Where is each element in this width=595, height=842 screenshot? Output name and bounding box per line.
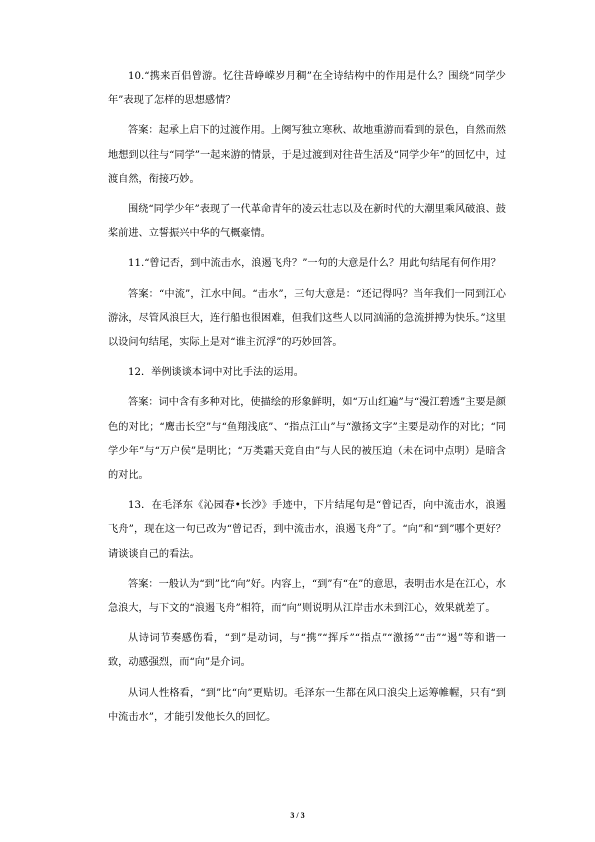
question-13: 13．在毛泽东《沁园春•长沙》手迹中，下片结尾句是“曾记否，向中流击水，浪遏飞舟”，现在这一句已改为“曾记否，到中流击水，浪遏飞舟”了。“向”和“到”哪个更好？请谈谈自己的看法。 (108, 500, 506, 560)
document-body (108, 65, 506, 736)
page-number: 3 / 3 (290, 811, 305, 820)
answer-10-continued: 围绕“同学少年”表现了一代革命青年的凌云壮志以及在新时代的大潮里乘风破浪、鼓桨前进、立誓振兴中华的气概豪情。 (108, 204, 506, 240)
answer-10: 答案：起承上启下的过渡作用。上阕写独立寒秋、故地重游而看到的景色，自然而然地想到以往与“同学”一起来游的情景，于是过渡到对往昔生活及“同学少年”的回忆中，过渡自然，衔接巧妙。 (108, 125, 506, 185)
answer-13-rhythm: 从诗词节奏感伤看，“到”是动词，与“携”“挥斥”“指点”“激扬”“击”“遏”等和谐一致，动感强烈，而“向”是介词。 (108, 633, 506, 669)
question-10: 10.“携来百侣曾游。忆往昔峥嵘岁月稠”在全诗结构中的作用是什么？围绕“同学少年”表现了怎样的思想感情？ (108, 71, 506, 107)
question-11: 11.“曾记否，到中流击水，浪遏飞舟？”一句的大意是什么？用此句结尾有何作用？ (128, 258, 501, 270)
answer-13-character: 从词人性格看，“到”比“向”更贴切。毛泽东一生都在风口浪尖上运筹帷幄，只有“到中流击水”，才能引发他长久的回忆。 (108, 687, 506, 723)
answer-13: 答案：一般认为“到”比“向”好。内容上，“到”有“在”的意思，表明击水是在江心，水急浪大，与下文的“浪遏飞舟”相符，而“向”则说明从江岸击水未到江心，效果就差了。 (108, 578, 506, 615)
question-12: 12．举例谈谈本词中对比手法的运用。 (128, 367, 304, 379)
answer-12: 答案：词中含有多种对比，使描绘的形象鲜明，如“万山红遍”与“漫江碧透”主要是颜色的对比；“鹰击长空”与“鱼翔浅底”、“指点江山”与“激扬文字”主要是动作的对比；“同学少年”与“万户侯”是明比；“万类霜天竞自由”与人民的被压迫（未在词中点明）是暗含的对比。 (108, 397, 506, 482)
answer-11: 答案：“中流”，江水中间。“击水”，三句大意是：“还记得吗？当年我们一同到江心游泳，尽管风浪巨大，连行船也很困难，但我们这些人以同汹涌的急流拼搏为快乐。”这里以设问句结尾，实际上是对“谁主沉浮”的巧妙回答。 (108, 288, 506, 349)
